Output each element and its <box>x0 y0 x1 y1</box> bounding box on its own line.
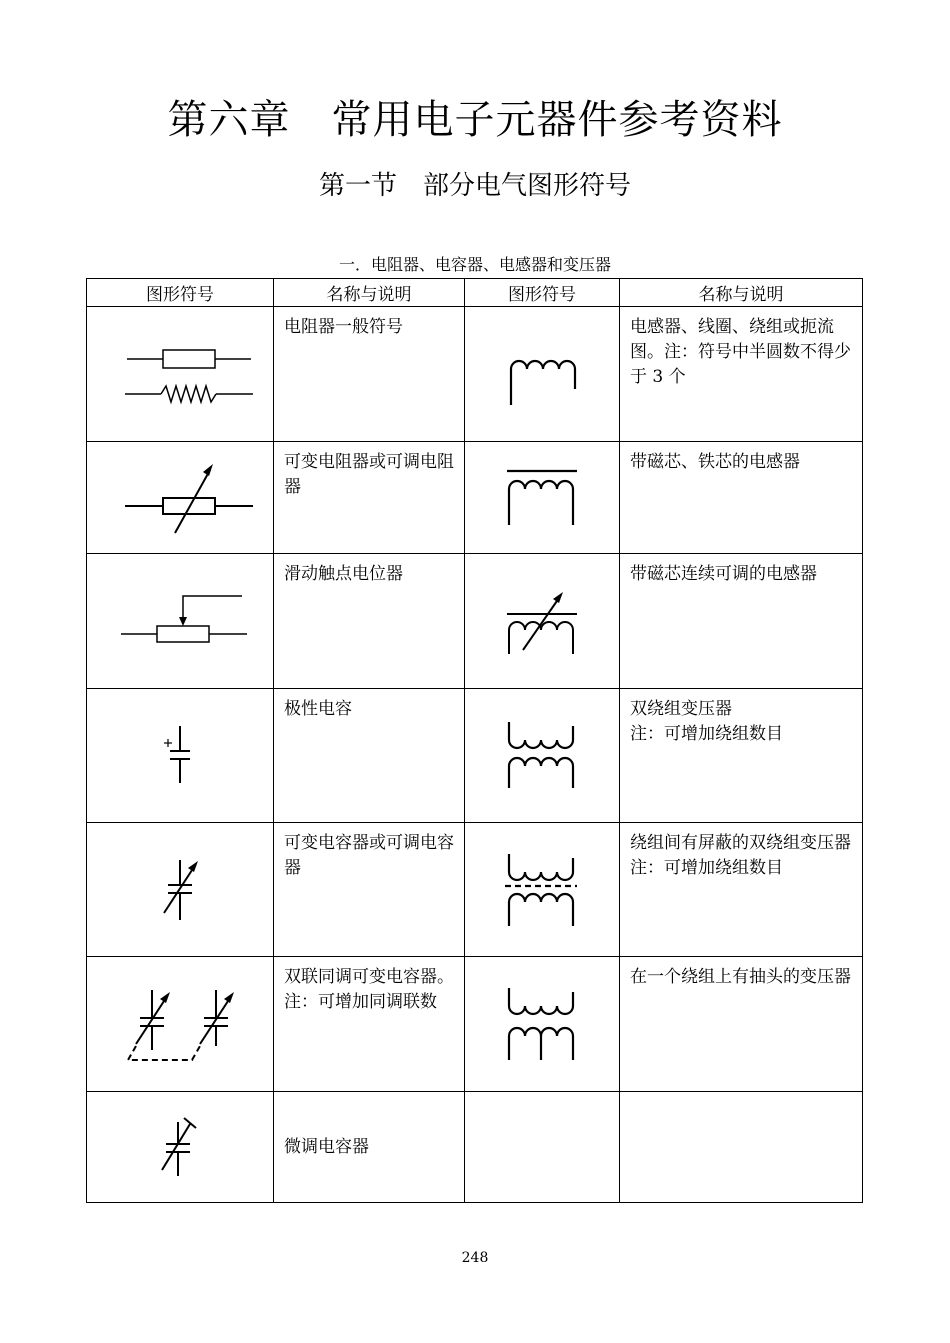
adjustable-core-inductor-symbol-icon <box>497 584 587 659</box>
inductor-coil-symbol-icon <box>497 339 587 409</box>
symbol-cell <box>87 307 274 442</box>
description-cell <box>274 307 465 442</box>
empty-symbol-cell <box>465 1092 620 1203</box>
symbol-cell <box>465 689 620 823</box>
chapter-title: 第六章 常用电子元器件参考资料 <box>167 97 783 143</box>
description-text: 带磁芯连续可调的电感器 <box>630 564 817 584</box>
description-text: 微调电容器 <box>284 1136 369 1157</box>
variable-resistor-symbol-icon <box>105 458 255 538</box>
description-text: 双联同调可变电容器。 <box>284 967 454 987</box>
table-row <box>87 1092 863 1203</box>
description-note: 注：可增加绕组数目 <box>630 724 783 744</box>
description-text: 电阻器一般符号 <box>284 317 403 337</box>
table-row <box>87 689 863 823</box>
table-row <box>87 307 863 442</box>
magnetic-core-inductor-symbol-icon <box>497 463 587 533</box>
variable-capacitor-symbol-icon <box>150 855 210 925</box>
description-cell <box>620 442 863 554</box>
description-cell <box>620 689 863 823</box>
description-cell <box>620 957 863 1092</box>
description-text: 带磁芯、铁芯的电感器 <box>630 452 800 472</box>
symbol-cell <box>465 957 620 1092</box>
description-text: 在一个绕组上有抽头的变压器 <box>630 967 851 987</box>
symbol-cell <box>87 823 274 957</box>
symbol-cell <box>465 823 620 957</box>
description-cell <box>274 554 465 689</box>
table-row <box>87 957 863 1092</box>
description-text: 绕组间有屏蔽的双绕组变压器 <box>630 833 851 853</box>
description-text: 滑动触点电位器 <box>284 564 403 584</box>
description-text: 极性电容 <box>284 699 352 719</box>
double-winding-transformer-symbol-icon <box>497 718 587 793</box>
trimmer-capacitor-symbol-icon <box>150 1112 210 1182</box>
symbol-cell <box>465 442 620 554</box>
page-number: 248 <box>461 1250 489 1266</box>
description-text: 可变电容器或可调电容器 <box>284 833 454 878</box>
shielded-transformer-symbol-icon <box>497 850 587 930</box>
symbol-cell <box>87 442 274 554</box>
description-cell <box>274 823 465 957</box>
header-symbol-left: 图形符号 <box>87 279 274 307</box>
table-header-row <box>87 279 863 307</box>
table-row <box>87 823 863 957</box>
section-title: 第一节 部分电气图形符号 <box>318 171 631 201</box>
table-row <box>87 554 863 689</box>
resistor-general-symbol-icon <box>105 339 255 409</box>
table-row <box>87 442 863 554</box>
description-note: 注：可增加同调联数 <box>284 992 437 1012</box>
description-cell <box>620 307 863 442</box>
description-text: 电感器、线圈、绕组或扼流图。注：符号中半圆数不得少于 3 个 <box>630 317 851 387</box>
description-cell <box>274 442 465 554</box>
description-cell <box>274 957 465 1092</box>
description-cell <box>274 689 465 823</box>
description-cell <box>620 554 863 689</box>
tapped-transformer-symbol-icon <box>497 984 587 1064</box>
symbol-table <box>86 278 863 1203</box>
description-text: 可变电阻器或可调电阻器 <box>284 452 454 497</box>
description-cell <box>620 823 863 957</box>
description-cell <box>274 1092 465 1203</box>
ganged-variable-capacitor-symbol-icon <box>110 984 250 1064</box>
empty-description-cell <box>620 1092 863 1203</box>
header-description-left: 名称与说明 <box>274 279 465 307</box>
header-symbol-right: 图形符号 <box>465 279 620 307</box>
description-note: 注：可增加绕组数目 <box>630 858 783 878</box>
potentiometer-symbol-icon <box>105 586 255 656</box>
table-caption: 一．电阻器、电容器、电感器和变压器 <box>338 255 611 274</box>
symbol-cell <box>87 957 274 1092</box>
polarized-capacitor-symbol-icon <box>150 721 210 791</box>
symbol-cell <box>87 1092 274 1203</box>
symbol-cell <box>465 554 620 689</box>
symbol-cell <box>87 554 274 689</box>
description-text: 双绕组变压器 <box>630 699 732 719</box>
header-description-right: 名称与说明 <box>620 279 863 307</box>
symbol-cell <box>87 689 274 823</box>
symbol-cell <box>465 307 620 442</box>
